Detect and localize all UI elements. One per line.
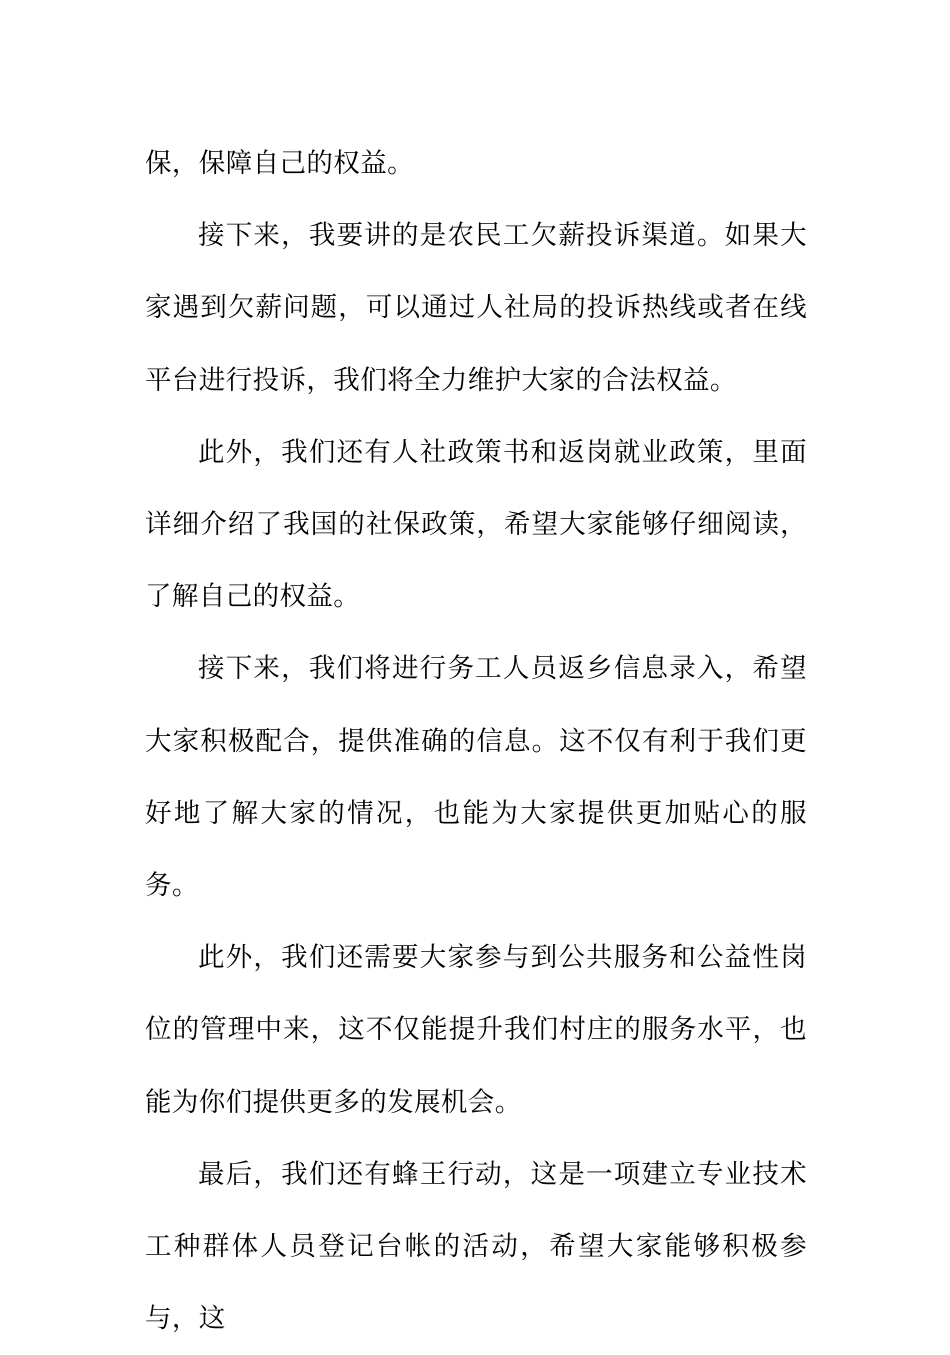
paragraph-2: 接下来，我要讲的是农民工欠薪投诉渠道。如果大家遇到欠薪问题，可以通过人社局的投诉热线或者在线平台进行投诉，我们将全力维护大家的合法权益。 <box>145 220 807 396</box>
paragraph-6: 最后，我们还有蜂王行动，这是一项建立专业技术工种群体人员登记台帐的活动，希望大家能够积极参与，这 <box>145 1158 807 1335</box>
body-text <box>145 128 807 1355</box>
paragraph-1: 保，保障自己的权益。 <box>145 148 414 179</box>
paragraph-3: 此外，我们还有人社政策书和返岗就业政策，里面详细介绍了我国的社保政策，希望大家能够仔细阅读，了解自己的权益。 <box>145 436 807 613</box>
paragraph-4: 接下来，我们将进行务工人员返乡信息录入，希望大家积极配合，提供准确的信息。这不仅有利于我们更好地了解大家的情况，也能为大家提供更加贴心的服务。 <box>145 653 807 902</box>
paragraph-5: 此外，我们还需要大家参与到公共服务和公益性岗位的管理中来，这不仅能提升我们村庄的服务水平，也能为你们提供更多的发展机会。 <box>145 942 807 1118</box>
